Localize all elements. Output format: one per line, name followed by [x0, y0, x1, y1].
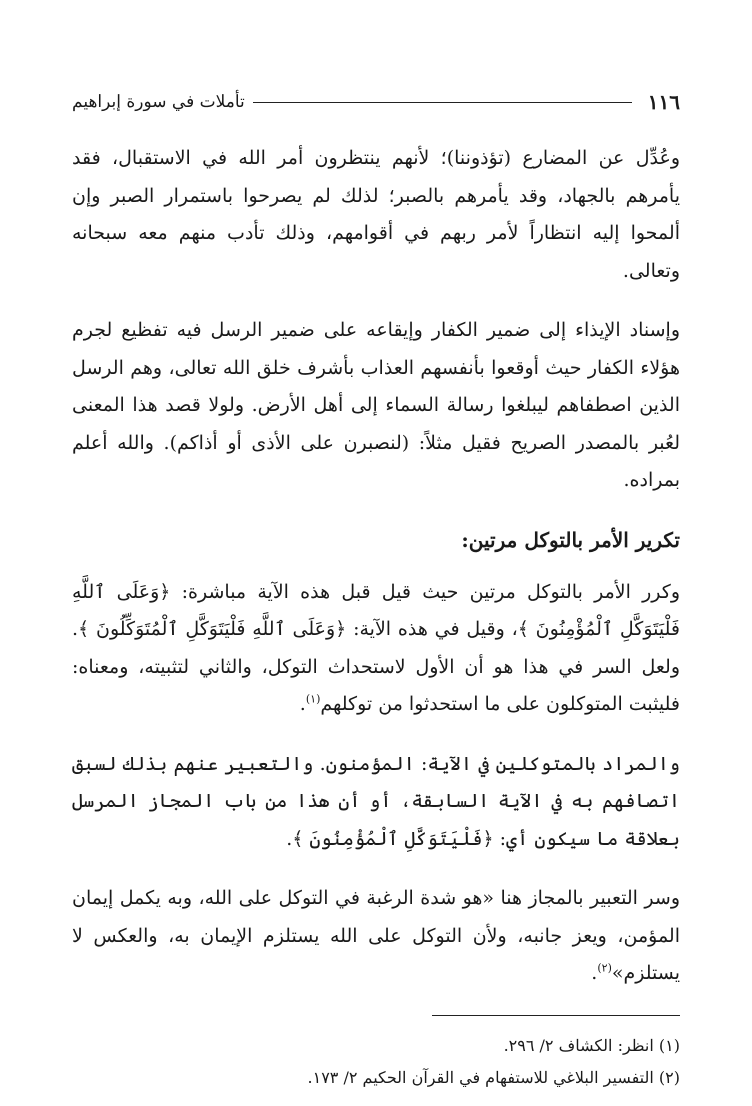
- footnote-2: (٢) التفسير البلاغي للاستفهام في القرآن الحكيم ٢/ ١٧٣.: [307, 1067, 680, 1087]
- paragraph-3-text: وكرر الأمر بالتوكل مرتين حيث قيل قبل هذه الآية مباشرة: ﴿وَعَلَى ٱللَّهِ فَلْيَتَوَكَّلِ ٱلْمُؤْمِنُونَ ﴾، وقيل في هذه الآية: ﴿وَعَلَى ٱللَّهِ فَلْيَتَوَكَّلِ ٱلْمُتَوَكِّلُونَ ﴾. ولعل السر في هذا هو أن الأول لاستحداث التوكل، والثاني لتثبيته، ومعناه: فليثبت المتوكلون على ما استحدثوا من توكلهم: [72, 580, 680, 715]
- paragraph-5-text: وسر التعبير بالمجاز هنا «هو شدة الرغبة في التوكل على الله، وبه يكمل إيمان المؤمن، ويعز جانبه، ولأن التوكل على الله يستلزم الإيمان به، والعكس لا يستلزم»: [72, 887, 680, 984]
- paragraph-5: [72, 880, 680, 993]
- running-header: [72, 82, 680, 122]
- paragraph-1: وعُدِّل عن المضارع (تؤذوننا)؛ لأنهم ينتظرون أمر الله في الاستقبال، فقد يأمرهم بالجهاد، وقد يأمرهم بالصبر؛ لذلك لم يصرحوا باستمرار الصبر وإن ألمحوا إليه انتظاراً لأمر ربهم في أقوامهم، وذلك تأدب منهم معه سبحانه وتعالى.: [72, 147, 680, 282]
- paragraph-3: [72, 574, 680, 724]
- footnote-1: (١) انظر: الكشاف ٢/ ٢٩٦.: [503, 1035, 680, 1055]
- paragraph-3-end: .: [299, 693, 306, 715]
- paragraph-5-end: .: [591, 962, 598, 984]
- section-heading: تكرير الأمر بالتوكل مرتين:: [461, 527, 680, 552]
- paragraph-4: والمراد بالمتوكلين في الآية: المؤمنون. والتعبير عنهم بذلك لسبق اتصافهم به في الآية السابقة، أو أن هذا من باب المجاز المرسل بعلاقة ما سيكون أي: ﴿فَلْيَتَوَكَّلِ ٱلْمُؤْمِنُونَ ﴾.: [72, 752, 680, 850]
- footnote-ref-1[interactable]: (١): [305, 692, 321, 706]
- footnote-ref-2[interactable]: (٢): [597, 961, 612, 975]
- footnotes: [72, 1030, 680, 1094]
- footnote-separator: [432, 1015, 680, 1016]
- header-rule: [253, 102, 632, 103]
- book-title: تأملات في سورة إبراهيم: [72, 92, 245, 112]
- page-number: ١١٦: [647, 90, 680, 114]
- paragraph-2: وإسناد الإيذاء إلى ضمير الكفار وإيقاعه على ضمير الرسل فيه تفظيع لجرم هؤلاء الكفار حيث أوقعوا بأنفسهم العذاب بأشرف خلق الله تعالى، وهم الرسل الذين اصطفاهم ليبلغوا رسالة السماء إلى أهل الأرض. ولولا قصد هذا المعنى لعُبر بالمصدر الصريح فقيل مثلاً: (لنصبرن على الأذى أو أذاكم). والله أعلم بمراده.: [72, 319, 680, 491]
- book-page: [72, 82, 680, 1094]
